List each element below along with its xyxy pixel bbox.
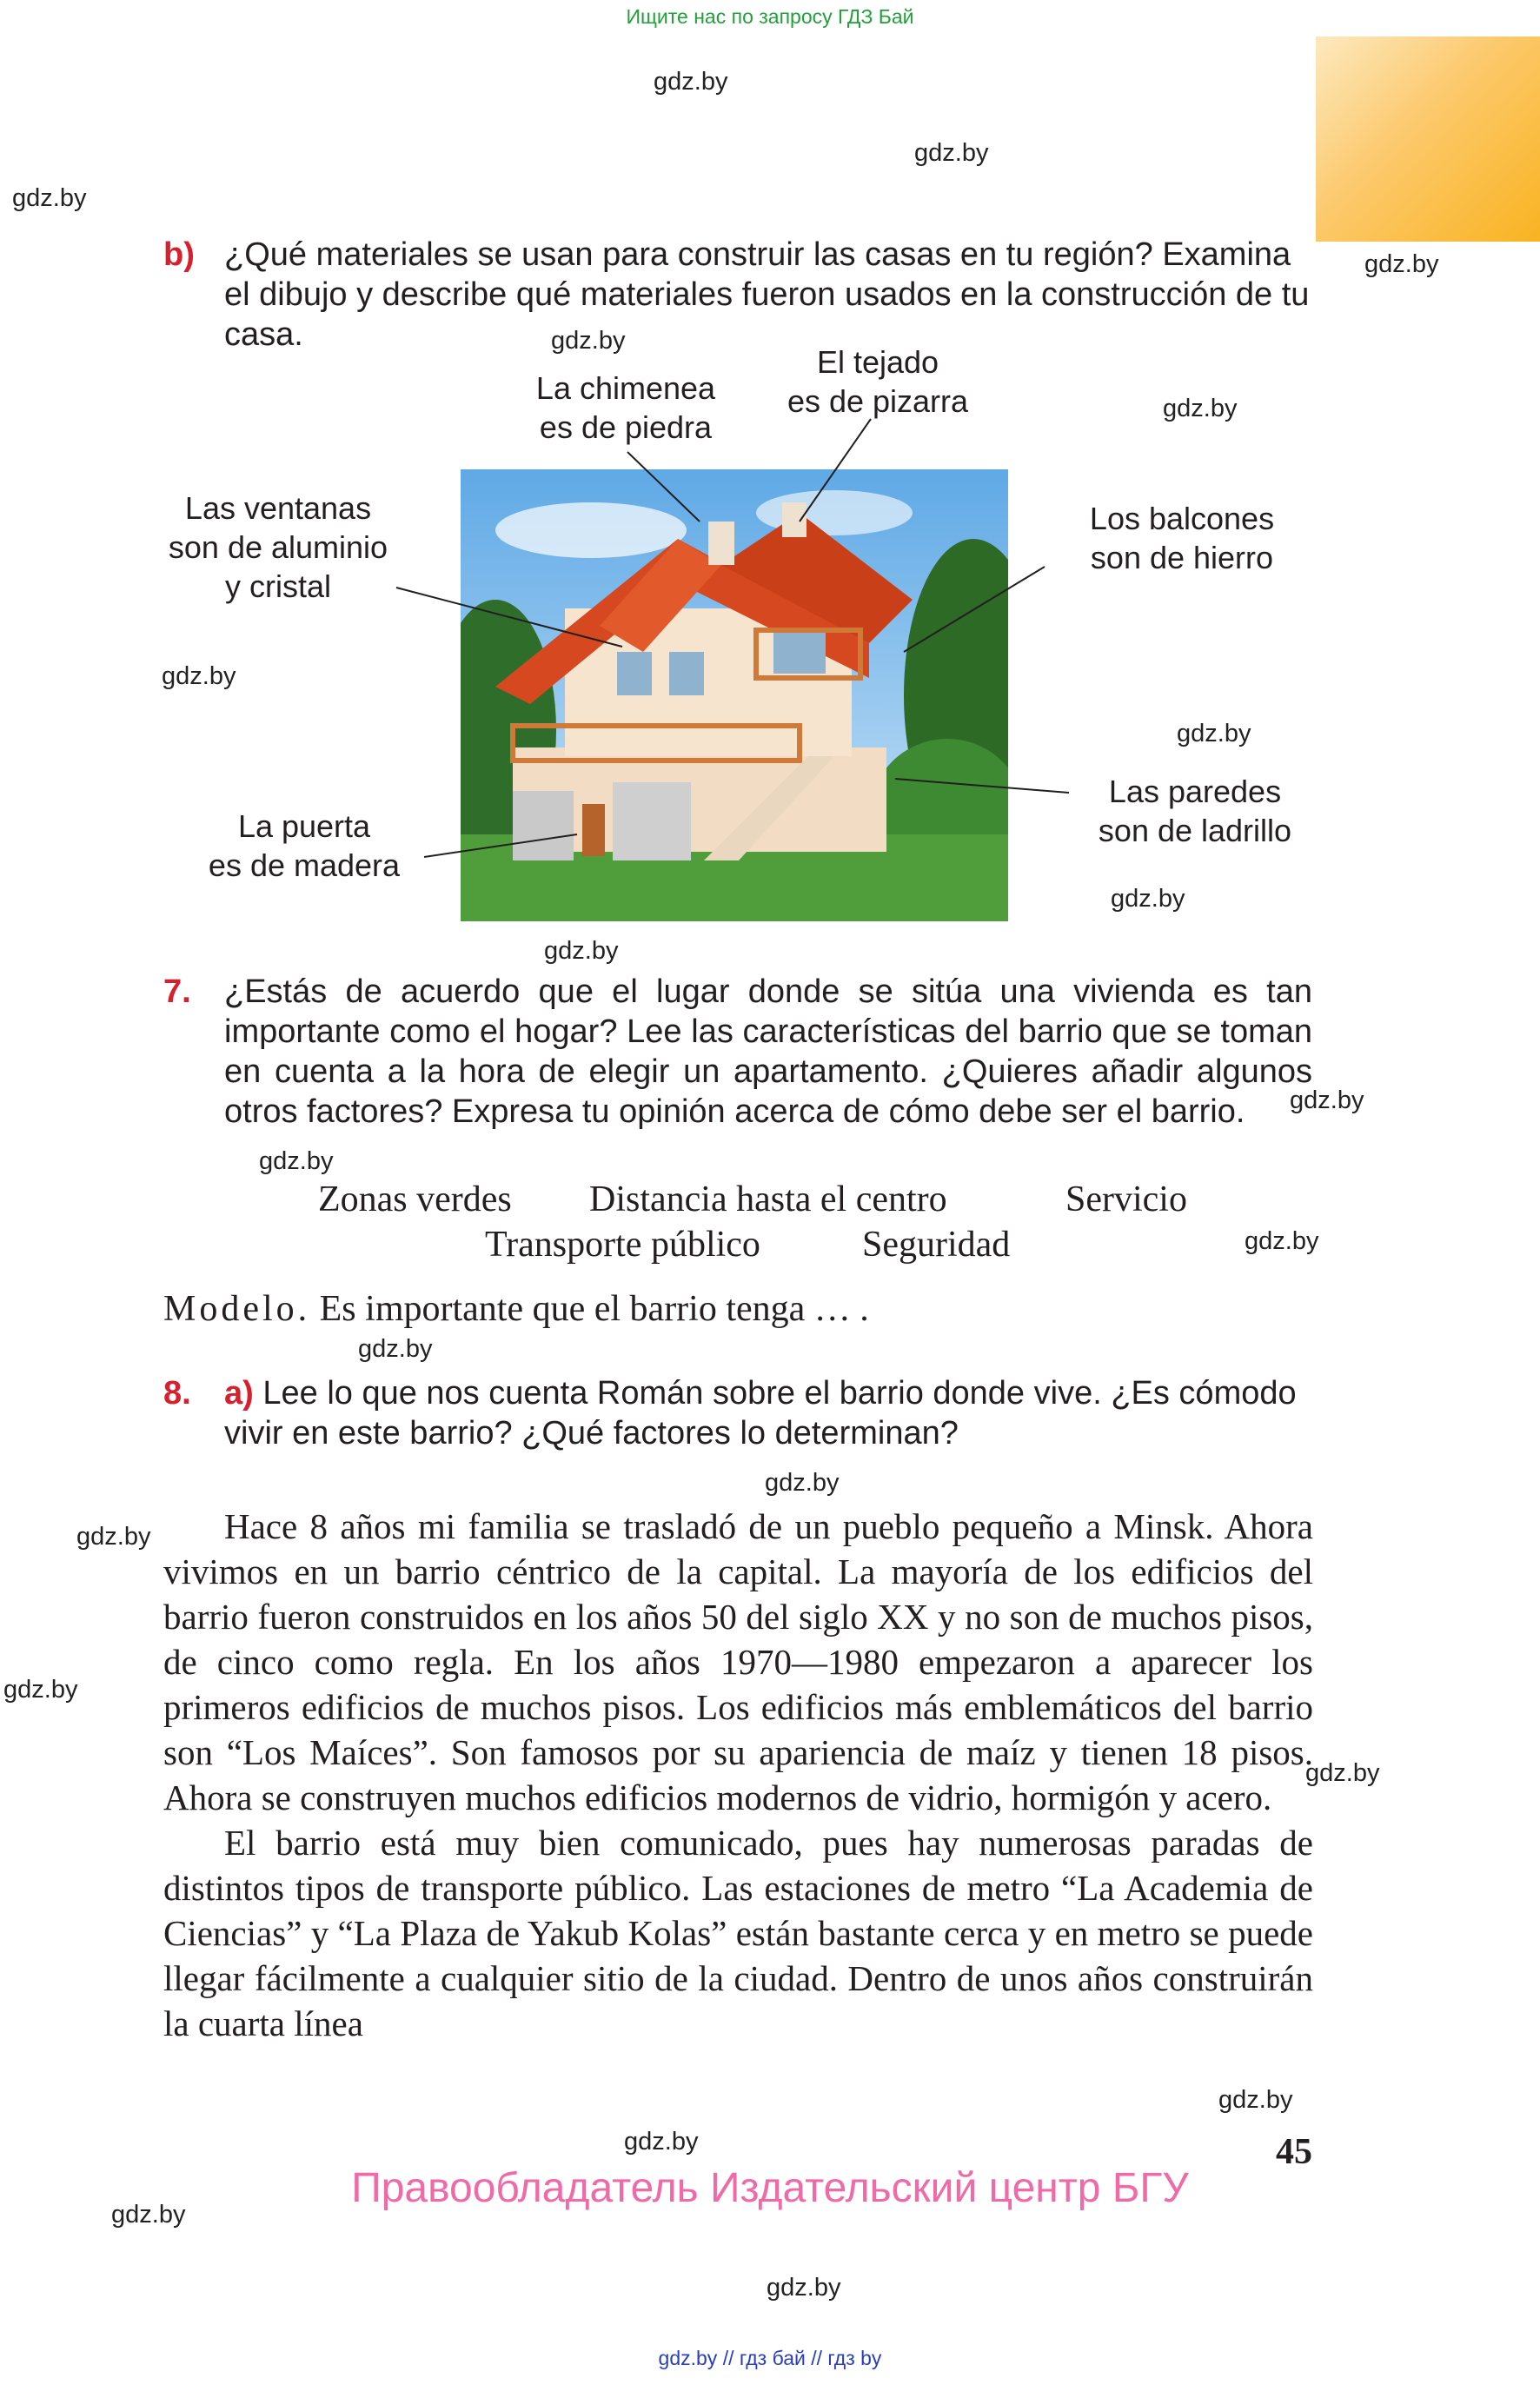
label-balcones-line2: son de hierro (1090, 540, 1274, 575)
watermark: gdz.by (551, 327, 626, 355)
page-number: 45 (1276, 2132, 1312, 2172)
label-ventanas (148, 488, 408, 606)
factor-distancia: Distancia hasta el centro (589, 1179, 947, 1219)
label-ventanas-line1: Las ventanas (184, 490, 372, 526)
factor-transporte: Transporte público (485, 1225, 760, 1265)
watermark: gdz.by (3, 1676, 78, 1704)
factor-servicio: Servicio (1065, 1179, 1187, 1219)
watermark: gdz.by (1177, 720, 1251, 747)
label-paredes (1065, 772, 1325, 850)
watermark: gdz.by (259, 1147, 334, 1175)
watermark: gdz.by (1111, 885, 1185, 913)
label-puerta-line2: es de madera (208, 847, 401, 883)
exercise-b-marker: b) (163, 236, 195, 273)
watermark: gdz.by (1305, 1759, 1380, 1787)
top-banner: Ищите нас по запросу ГДЗ Бай (626, 5, 914, 28)
label-balcones (1052, 499, 1312, 577)
factor-zonas-verdes: Zonas verdes (318, 1179, 512, 1219)
watermark: gdz.by (12, 184, 87, 212)
exercise-b-text: ¿Qué materiales se usan para construir las casas en tu región? Examina el dibujo y describe qué materiales fueron usados en la construcción de tu casa. (224, 236, 1310, 353)
label-chimenea (513, 369, 739, 447)
story-paragraph-1: Hace 8 años mi familia se trasladó de un pueblo pequeño a Minsk. Ahora vivimos en un barrio céntrico de la capital. La mayoría de los edificios del barrio fueron construidos en los años 50 del siglo XX y no son de muchos pisos, de cinco como regla. En los años 1970—1980 empezaron a aparecer los primeros edificios de muchos pisos. Los edificios más emblemáticos del barrio son “Los Maíces”. Son famosos por su apariencia de maíz y tienen 18 pisos. Ahora se construyen muchos edificios modernos de vidrio, hormigón y acero. (163, 1506, 1313, 1817)
factor-seguridad: Seguridad (862, 1225, 1011, 1265)
watermark: gdz.by (767, 2274, 841, 2302)
watermark: gdz.by (765, 1469, 840, 1497)
story-text (163, 1504, 1313, 2046)
label-puerta-line1: La puerta (237, 808, 371, 844)
label-paredes-line2: son de ladrillo (1098, 813, 1292, 848)
model-line (163, 1288, 869, 1330)
exercise-7-text: ¿Estás de acuerdo que el lugar donde se sitúa una vivienda es tan importante como el hogar? Lee las características del barrio que se toman en cuenta a la hora de elegir un apartamento. ¿Quieres añadir algunos otros factores? Expresa tu opinión acerca de cómo debe ser el barrio. (224, 973, 1312, 1130)
watermark: gdz.by (1364, 250, 1439, 278)
watermark: gdz.by (76, 1523, 151, 1551)
watermark: gdz.by (1218, 2086, 1293, 2114)
watermark: gdz.by (914, 139, 989, 167)
label-paredes-line1: Las paredes (1108, 774, 1282, 809)
model-text: Es importante que el barrio tenga … . (319, 1289, 869, 1329)
exercise-8-number: 8. (163, 1375, 191, 1412)
label-chimenea-line2: es de piedra (539, 409, 713, 445)
watermark: gdz.by (162, 662, 236, 690)
label-balcones-line1: Los balcones (1089, 501, 1275, 536)
label-puerta (183, 807, 426, 885)
watermark: gdz.by (111, 2201, 186, 2229)
label-tejado-line2: es de pizarra (787, 383, 969, 419)
exercise-7-number: 7. (163, 973, 191, 1010)
watermark: gdz.by (358, 1335, 433, 1363)
label-ventanas-line2: son de aluminio (168, 529, 388, 565)
label-chimenea-line1: La chimenea (535, 370, 716, 406)
watermark: gdz.by (544, 937, 619, 965)
model-label: Modelo. (163, 1289, 311, 1329)
exercise-8-marker: a) (224, 1375, 254, 1412)
watermark: gdz.by (624, 2128, 699, 2156)
label-tejado-line1: El tejado (816, 344, 939, 380)
watermark: gdz.by (1290, 1086, 1364, 1114)
story-paragraph-2: El barrio está muy bien comunicado, pues hay numerosas paradas de distintos tipos de transporte público. Las estaciones de metro “La Academia de Ciencias” y “La Plaza de Yakub Kolas” están bastante cerca y en metro se puede llegar fácilmente a cualquier sitio de la ciudad. Dentro de unos años construirán la cuarta línea (163, 1823, 1313, 2043)
bottom-links[interactable]: gdz.by // гдз бай // гдз by (658, 2347, 882, 2369)
exercise-8-text (224, 1373, 1312, 1453)
label-tejado (765, 342, 991, 421)
watermark: gdz.by (654, 68, 728, 96)
watermark: gdz.by (1245, 1227, 1319, 1255)
copyright-footer: Правообладатель Издательский центр БГУ (351, 2165, 1189, 2211)
watermark: gdz.by (1163, 395, 1238, 422)
label-ventanas-line3: y cristal (224, 568, 331, 604)
exercise-8-question: Lee lo que nos cuenta Román sobre el barrio donde vive. ¿Es cómodo vivir en este barrio? ¿Qué factores lo determinan? (224, 1375, 1297, 1452)
